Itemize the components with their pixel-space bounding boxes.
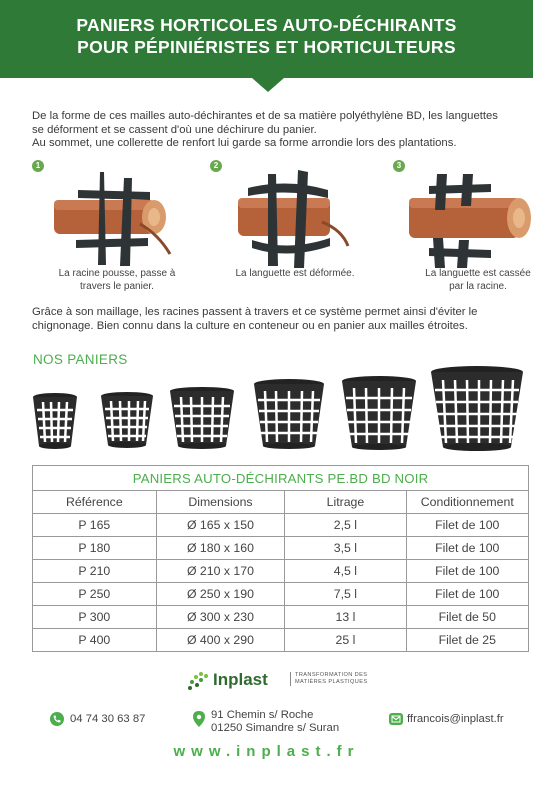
section-title: NOS PANIERS bbox=[33, 352, 128, 367]
header-litrage: Litrage bbox=[285, 491, 406, 514]
deformed-tab-image bbox=[218, 170, 368, 270]
table-row bbox=[33, 560, 529, 583]
cell-reference: P 165 bbox=[33, 514, 157, 537]
logo-name: Inplast bbox=[213, 670, 268, 689]
address-line-2: 01250 Simandre s/ Suran bbox=[211, 722, 340, 734]
cell-reference: P 180 bbox=[33, 537, 157, 560]
email-icon bbox=[389, 712, 403, 726]
intro-paragraph bbox=[32, 110, 512, 151]
contact-address bbox=[193, 709, 363, 739]
address-text bbox=[211, 709, 339, 735]
cell-reference: P 400 bbox=[33, 629, 157, 652]
header-banner bbox=[0, 0, 533, 78]
website-link[interactable]: www.inplast.fr bbox=[173, 743, 360, 760]
basket-p165-image bbox=[31, 392, 79, 450]
steps-illustration bbox=[0, 160, 533, 295]
cell-conditionnement: Filet de 100 bbox=[406, 560, 528, 583]
contact-phone bbox=[50, 712, 170, 730]
step-caption bbox=[32, 268, 202, 293]
cell-dimensions: Ø 250 x 190 bbox=[156, 583, 285, 606]
header-dimensions: Dimensions bbox=[156, 491, 285, 514]
cell-dimensions: Ø 400 x 290 bbox=[156, 629, 285, 652]
table-header-row bbox=[33, 491, 529, 514]
cell-litrage: 2,5 l bbox=[285, 514, 406, 537]
basket-p400-image bbox=[429, 365, 525, 451]
basket-p210-image bbox=[168, 386, 236, 450]
cell-litrage: 3,5 l bbox=[285, 537, 406, 560]
step-number-badge: 3 bbox=[393, 160, 405, 172]
header-conditionnement: Conditionnement bbox=[406, 491, 528, 514]
cell-dimensions: Ø 210 x 170 bbox=[156, 560, 285, 583]
basket-p250-image bbox=[252, 378, 326, 450]
phone-icon bbox=[50, 712, 64, 726]
cell-conditionnement: Filet de 25 bbox=[406, 629, 528, 652]
header-notch bbox=[252, 78, 284, 92]
step-number-badge: 1 bbox=[32, 160, 44, 172]
email-address[interactable]: ffrancois@inplast.fr bbox=[407, 713, 504, 725]
cell-litrage: 7,5 l bbox=[285, 583, 406, 606]
cell-litrage: 13 l bbox=[285, 606, 406, 629]
table-title: PANIERS AUTO-DÉCHIRANTS PE.BD BD NOIR bbox=[33, 466, 529, 491]
table-title-row bbox=[33, 466, 529, 491]
phone-number[interactable]: 04 74 30 63 87 bbox=[70, 713, 146, 725]
para2-line-1: Grâce à son maillage, les racines passent à travers et ce système permet ainsi d'éviter le bbox=[32, 306, 478, 318]
location-pin-icon bbox=[193, 711, 205, 727]
step-caption-line-1: La languette est déformée. bbox=[235, 268, 355, 279]
step-2 bbox=[210, 160, 380, 295]
cell-dimensions: Ø 180 x 160 bbox=[156, 537, 285, 560]
logo-tagline bbox=[290, 672, 367, 686]
step-caption-line-2: travers le panier. bbox=[80, 280, 154, 292]
logo-dots-icon bbox=[187, 671, 211, 691]
cell-reference: P 250 bbox=[33, 583, 157, 606]
cell-conditionnement: Filet de 100 bbox=[406, 514, 528, 537]
intro-line-2: se déforment et se cassent d'où une déchirure du panier. bbox=[32, 123, 317, 136]
cell-conditionnement: Filet de 50 bbox=[406, 606, 528, 629]
step-1 bbox=[32, 160, 202, 295]
cell-reference: P 300 bbox=[33, 606, 157, 629]
intro-line-3: Au sommet, une collerette de renfort lui garde sa forme arrondie lors des plantations. bbox=[32, 137, 457, 149]
para2-line-2: chignonage. Bien connu dans la culture en conteneur ou en panier aux mailles étroites. bbox=[32, 319, 468, 332]
header-reference: Référence bbox=[33, 491, 157, 514]
title-line-2: POUR PÉPINIÉRISTES ET HORTICULTEURS bbox=[77, 37, 456, 57]
contact-email bbox=[389, 712, 524, 730]
page-title bbox=[0, 14, 533, 58]
table-row bbox=[33, 583, 529, 606]
broken-tab-image bbox=[401, 170, 533, 270]
cell-conditionnement: Filet de 100 bbox=[406, 583, 528, 606]
address-line-1: 91 Chemin s/ Roche bbox=[211, 709, 314, 721]
title-line-1: PANIERS HORTICOLES AUTO-DÉCHIRANTS bbox=[76, 15, 457, 35]
step-caption bbox=[210, 268, 380, 281]
product-table-grid bbox=[32, 465, 529, 652]
product-table bbox=[32, 465, 529, 652]
basket-p180-image bbox=[99, 391, 155, 449]
logo-tagline-line-1: TRANSFORMATION DES bbox=[295, 672, 368, 678]
cell-litrage: 25 l bbox=[285, 629, 406, 652]
system-paragraph bbox=[32, 306, 512, 333]
step-caption-line-2: par la racine. bbox=[449, 280, 507, 292]
cell-litrage: 4,5 l bbox=[285, 560, 406, 583]
cell-reference: P 210 bbox=[33, 560, 157, 583]
baskets-row bbox=[0, 362, 533, 454]
step-number-badge: 2 bbox=[210, 160, 222, 172]
table-row bbox=[33, 537, 529, 560]
step-3 bbox=[393, 160, 533, 295]
cell-dimensions: Ø 165 x 150 bbox=[156, 514, 285, 537]
logo-tagline-line-2: MATIÈRES PLASTIQUES bbox=[295, 679, 368, 685]
root-through-mesh-image bbox=[40, 170, 190, 270]
basket-p300-image bbox=[340, 375, 418, 451]
step-caption-line-1: La languette est cassée bbox=[425, 268, 531, 279]
inplast-logo bbox=[187, 669, 377, 695]
cell-dimensions: Ø 300 x 230 bbox=[156, 606, 285, 629]
table-row bbox=[33, 514, 529, 537]
step-caption bbox=[393, 268, 533, 293]
step-caption-line-1: La racine pousse, passe à bbox=[58, 268, 176, 279]
intro-line-1: De la forme de ces mailles auto-déchirantes et de sa matière polyéthylène BD, les languettes bbox=[32, 110, 498, 122]
cell-conditionnement: Filet de 100 bbox=[406, 537, 528, 560]
table-row bbox=[33, 606, 529, 629]
table-row bbox=[33, 629, 529, 652]
